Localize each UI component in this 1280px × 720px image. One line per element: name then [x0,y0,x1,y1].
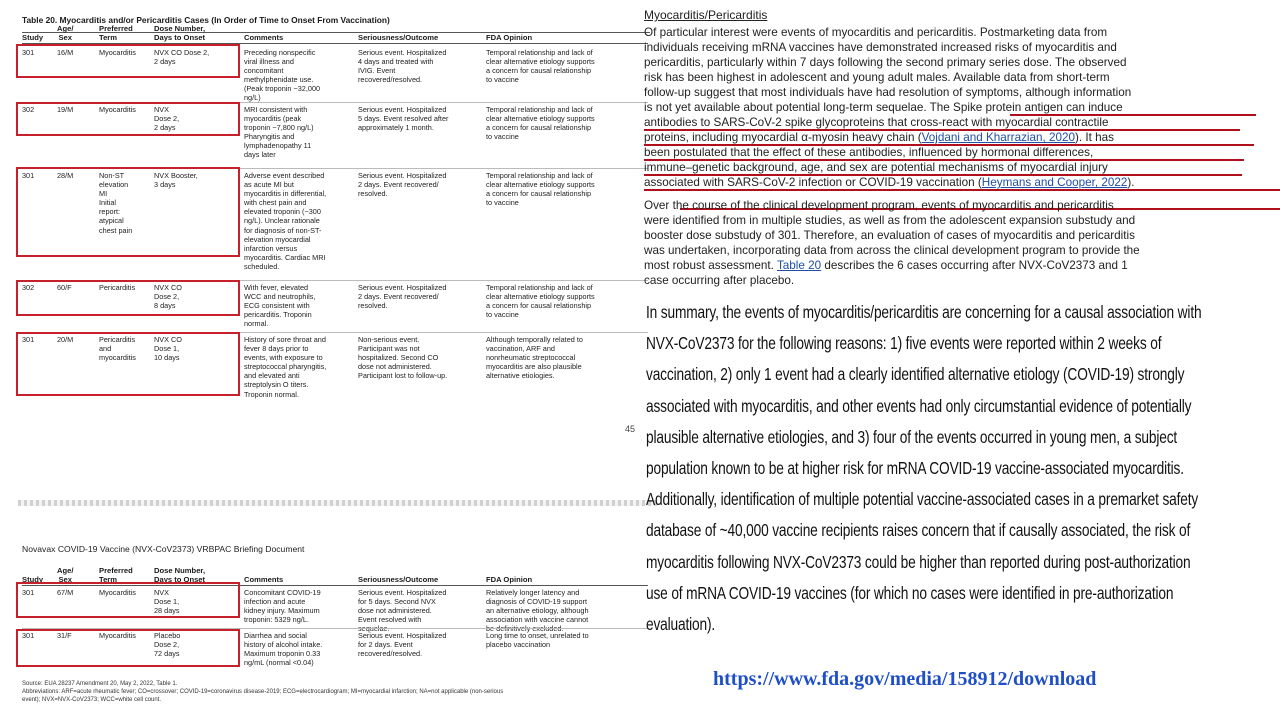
table-cell-term: Myocarditis [99,105,136,114]
paragraph-line: booster dose substudy of 301. Therefore, an evaluation of cases of myocarditis and pericarditis [644,229,1135,242]
table-cell-age-sex: 19/M [57,105,74,114]
summary-line: plausible alternative etiologies, and 3) four of the events occurred in young men, a subject [646,426,1178,447]
table-cell-age-sex: 16/M [57,48,74,57]
paragraph-line: individuals receiving mRNA vaccines have demonstrated increased risks of myocarditis and [644,41,1117,54]
column-header-comments: Comments [244,575,284,584]
section-title: Myocarditis/Pericarditis [644,8,768,22]
table-cell-study: 301 [22,48,35,57]
column-header-opinion: FDA Opinion [486,575,533,584]
table-cell-comments: Adverse event described as acute MI but myocarditis in differential, with chest pain and elevated troponin (~300 ng/L). Unclear rationale for diagnosis of non-ST- elevation myocardial infarction versus myocarditis. Cardiac MRI scheduled. [244,171,327,271]
column-header-study: Study [22,33,44,42]
summary-line: Additionally, identification of multiple potential vaccine-associated cases in a premarket safety [646,489,1199,510]
document-left-column [18,10,638,716]
source-url-link[interactable]: https://www.fda.gov/media/158912/download [713,668,1097,690]
table-cell-opinion: Temporal relationship and lack of clear alternative etiology supports a concern for causal relationship to vaccine [486,171,595,208]
paragraph-line: is not yet available about potential long-term sequelae. The Spike protein antigen can induce [644,101,1123,114]
highlight-box [16,102,240,136]
highlight-underline [644,189,1280,191]
column-header-comments: Comments [244,33,284,42]
table-cell-seriousness: Serious event. Hospitalized for 5 days. Second NVX dose not administered. Event resolved with sequelae. [358,588,447,634]
summary-line: population known to be at higher risk for mRNA COVID-19 vaccine-associated myocarditis. [646,458,1184,478]
column-header-opinion: FDA Opinion [486,33,533,42]
citation-link-heymans[interactable]: Heymans and Cooper, 2022 [981,176,1128,189]
summary-line: database of ~40,000 vaccine recipients raises concern that if causally associated, the risk of [646,520,1191,541]
table-cell-dose: NVX CO Dose 2, 2 days [154,48,210,67]
column-header-term: Preferred Term [99,566,133,584]
table-cell-comments: With fever, elevated WCC and neutrophils, ECG consistent with pericarditis. Troponin normal. [244,283,316,329]
highlight-underline [644,174,1242,176]
paragraph-line: associated with SARS-CoV-2 infection or COVID-19 vaccination (Heymans and Cooper, 2022). [644,176,1135,189]
column-header-study: Study [22,575,44,584]
highlight-underline [644,144,1254,146]
paragraph-line: immune–genetic background, age, and sex are potential mechanisms of myocardial injury [644,161,1108,174]
table-cell-dose: NVX CO Dose 2, 8 days [154,283,182,311]
table-cell-seriousness: Serious event. Hospitalized 4 days and treated with IVIG. Event recovered/resolved. [358,48,447,85]
table-cell-seriousness: Serious event. Hospitalized 5 days. Event resolved after approximately 1 month. [358,105,449,133]
table-cell-term: Non-ST elevation MI Initial report: atypical chest pain [99,171,133,235]
table-cell-opinion: Temporal relationship and lack of clear alternative etiology supports a concern for causal relationship to vaccine [486,48,595,85]
table-20-link[interactable]: Table 20 [776,259,822,272]
summary-line: evaluation). [646,614,716,634]
table-cell-study: 302 [22,283,35,292]
table-cell-opinion: Long time to onset, unrelated to placebo vaccination [486,631,589,650]
table-footnote-abbreviations-cont: event); NVX=NVX-CoV2373; WCC=white cell count. [22,697,162,703]
table-cell-seriousness: Serious event. Hospitalized 2 days. Event recovered/ resolved. [358,283,447,311]
table-cell-seriousness: Serious event. Hospitalized 2 days. Event recovered/ resolved. [358,171,447,199]
paragraph-line: been postulated that the effect of these antibodies, influenced by hormonal differences, [644,146,1094,159]
table-cell-opinion: Although temporally related to vaccination, ARF and nonrheumatic streptococcal myocarditis are also plausible alternative etiologies. [486,335,583,381]
table-cell-term: Myocarditis [99,631,136,640]
highlight-box [16,332,240,396]
summary-line: use of mRNA COVID-19 vaccines (for which no cases were identified in pre-authorization [646,582,1174,603]
table-cell-study: 302 [22,105,35,114]
column-header-dose: Dose Number, Days to Onset [154,566,206,584]
table-cell-term: Pericarditis and myocarditis [99,335,136,363]
table-cell-study: 301 [22,171,35,180]
highlight-underline [1010,114,1256,116]
table-cell-comments: Concomitant COVID-19 infection and acute kidney injury. Maximum troponin: 5329 ng/L. [244,588,321,625]
highlight-box [16,582,240,618]
paragraph-line: Of particular interest were events of myocarditis and pericarditis. Postmarketing data from [644,26,1108,39]
table-cell-age-sex: 20/M [57,335,74,344]
summary-line: NVX-CoV2373 for the following reasons: 1) five events were reported within 2 weeks of [646,333,1162,354]
paragraph-line: Over the course of the clinical development program, events of myocarditis and pericarditis [644,199,1114,212]
table-cell-opinion: Temporal relationship and lack of clear alternative etiology supports a concern for causal relationship to vaccine [486,105,595,142]
highlight-box [16,629,240,667]
table-cell-age-sex: 28/M [57,171,74,180]
paragraph-line: were identified from in multiple studies, as well as from the adolescent expansion substudy and [644,214,1136,227]
table-footnote-source: Source: EUA 28237 Amendment 20, May 2, 2022, Table 1. [22,681,178,687]
table-cell-comments: Diarrhea and social history of alcohol intake. Maximum troponin 0.33 ng/mL (normal <0.04) [244,631,323,668]
table-cell-term: Myocarditis [99,48,136,57]
table-cell-study: 301 [22,335,35,344]
table-cell-comments: History of sore throat and fever 8 days prior to events, with exposure to streptococcal pharyngitis, and elevated anti streptolysin O titers. Troponin normal. [244,335,327,399]
table-cell-opinion: Relatively longer latency and diagnosis of COVID-19 support an alternative etiology, although association with vaccine cannot be definitively excluded. [486,588,589,634]
highlight-box [16,280,240,316]
table-cell-dose: Placebo Dose 2, 72 days [154,631,181,659]
column-header-dose: Dose Number, Days to Onset [154,24,206,42]
table-cell-study: 301 [22,588,35,597]
summary-line: associated with myocarditis, and other events had only circumstantial evidence of potentially [646,395,1192,416]
table-cell-age-sex: 60/F [57,283,72,292]
paragraph-line: proteins, including myocardial α-myosin heavy chain (Vojdani and Kharrazian, 2020). It has [644,131,1114,144]
table-cell-dose: NVX Dose 2, 2 days [154,105,180,133]
paragraph-line: follow-up suggest that most individuals have had resolution of symptoms, although information [644,86,1132,99]
summary-line: vaccination, 2) only 1 event had a clearly identified alternative etiology (COVID-19) strongly [646,364,1185,385]
table-cell-dose: NVX CO Dose 1, 10 days [154,335,182,363]
table-title: Table 20. Myocarditis and/or Pericarditis Cases (In Order of Time to Onset From Vaccination) [22,15,390,25]
citation-link-vojdani[interactable]: Vojdani and Kharrazian, 2020 [921,131,1076,144]
table-cell-term: Pericarditis [99,283,136,292]
table-cell-comments: Preceding nonspecific viral illness and concomitant methylphenidate use. (Peak troponin ~32,000 ng/L) [244,48,321,103]
highlight-underline [644,129,1240,131]
paragraph-line: was undertaken, incorporating data from across the clinical development program to provide the [644,244,1140,257]
table-cell-term: Myocarditis [99,588,136,597]
table-cell-age-sex: 67/M [57,588,74,597]
table-cell-seriousness: Non-serious event. Participant was not hospitalized. Second CO dose not administered. Participant lost to follow-up. [358,335,448,381]
column-header-age-sex: Age/ Sex [57,566,74,584]
table-cell-opinion: Temporal relationship and lack of clear alternative etiology supports a concern for causal relationship to vaccine [486,283,595,320]
table-cell-study: 301 [22,631,35,640]
document-header: Novavax COVID-19 Vaccine (NVX-CoV2373) VRBPAC Briefing Document [22,544,305,554]
table-cell-age-sex: 31/F [57,631,72,640]
column-header-seriousness: Seriousness/Outcome [358,575,439,584]
table-cell-comments: MRI consistent with myocarditis (peak troponin ~7,800 ng/L) Pharyngitis and lymphadenopathy 11 days later [244,105,314,160]
paragraph-line: case occurring after placebo. [644,274,795,287]
column-header-age-sex: Age/ Sex [57,24,74,42]
highlight-underline [644,159,1244,161]
table-cell-seriousness: Serious event. Hospitalized for 2 days. Event recovered/resolved. [358,631,447,659]
paragraph-line: antibodies to SARS-CoV-2 spike glycoproteins that cross-react with myocardial contractile [644,116,1109,129]
highlight-box [16,167,240,257]
paragraph-line: most robust assessment. Table 20 describes the 6 cases occurring after NVX-CoV2373 and 1 [644,259,1128,272]
page-break [18,500,658,506]
table-footnote-abbreviations: Abbreviations: ARF=acute rheumatic fever; CO=crossover; COVID-19=coronavirus disease-2019; ECG=electrocardiogram; MI=myocardial infarction; NA=not applicable (non-serious [22,689,504,695]
summary-line: myocarditis following NVX-CoV2373 could be higher than reported during post-authorization [646,551,1191,572]
page-number: 45 [625,424,636,434]
table-cell-dose: NVX Dose 1, 28 days [154,588,180,616]
paragraph-line: risk has been highest in adolescent and young adult males. Available data from short-term [644,71,1110,84]
column-header-term: Preferred Term [99,24,133,42]
table-cell-dose: NVX Booster, 3 days [154,171,198,190]
column-header-seriousness: Seriousness/Outcome [358,33,439,42]
summary-line: In summary, the events of myocarditis/pericarditis are concerning for a causal association with [646,302,1202,322]
highlight-box [16,44,240,78]
paragraph-line: pericarditis, particularly within 7 days following the second primary series dose. The observed [644,56,1127,69]
